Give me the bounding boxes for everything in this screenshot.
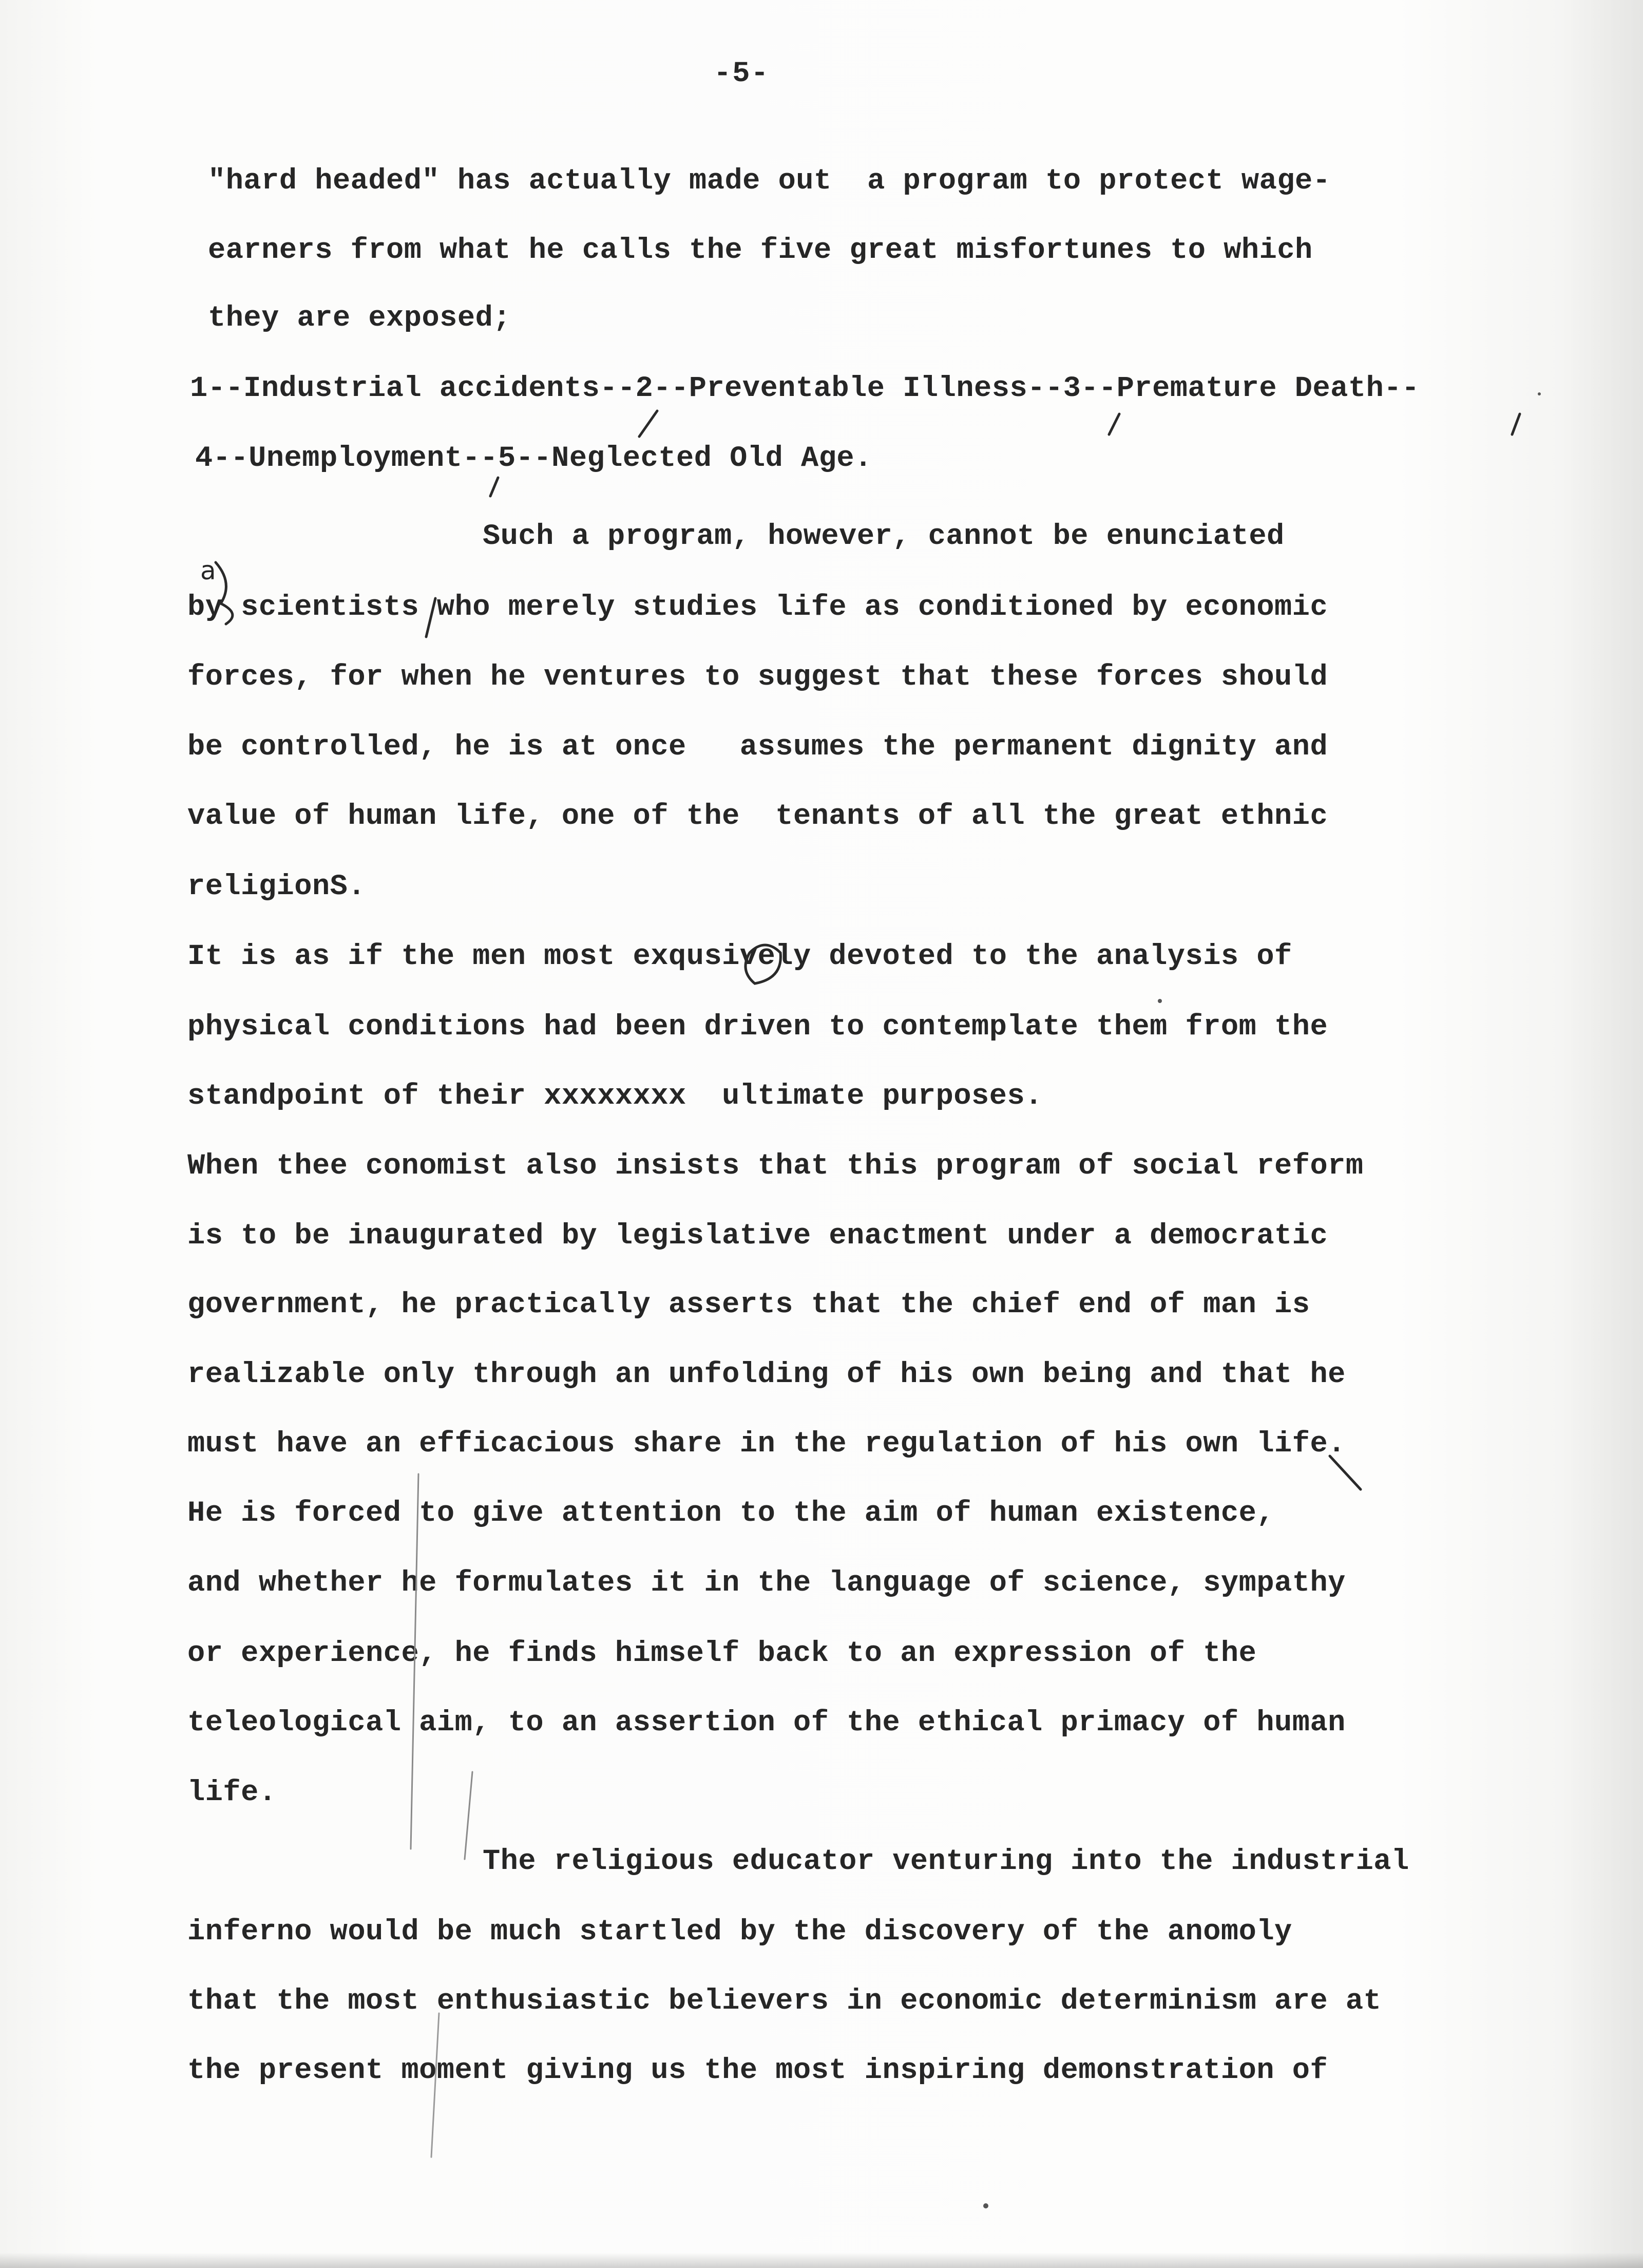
text-line: or experience, he finds himself back to an expression of the: [187, 1637, 1257, 1670]
paragraph-start-line: Such a program, however, cannot be enunciated: [483, 520, 1285, 553]
text-line: realizable only through an unfolding of his own being and that he: [187, 1358, 1346, 1391]
text-line: He is forced to give attention to the aim of human existence,: [187, 1497, 1275, 1530]
text-line: earners from what he calls the five great misfortunes to which: [208, 234, 1313, 267]
text-line: standpoint of their xxxxxxxx ultimate purposes.: [187, 1080, 1043, 1113]
paper-speck: [1158, 999, 1162, 1003]
text-line: "hard headed" has actually made out a program to protect wage-: [208, 165, 1331, 198]
paper-speck: [983, 2203, 988, 2208]
editing-slash-mark: [1109, 414, 1119, 434]
text-line: life.: [187, 1776, 277, 1809]
text-line: that the most enthusiastic believers in economic determinism are at: [187, 1985, 1382, 2018]
page-number: -5-: [714, 58, 770, 90]
text-line: teleological aim, to an assertion of the ethical primacy of human: [187, 1707, 1346, 1740]
text-line: the present moment giving us the most inspiring demonstration of: [187, 2054, 1328, 2087]
text-line: 4--Unemployment--5--Neglected Old Age.: [195, 442, 872, 475]
editing-slash-mark: [490, 478, 498, 496]
text-line: they are exposed;: [208, 302, 511, 335]
handwritten-insertion-a: a: [200, 556, 216, 585]
paragraph-start-line: The religious educator venturing into the industrial: [483, 1845, 1409, 1878]
text-line: 1--Industrial accidents--2--Preventable Illness--3--Premature Death--: [190, 372, 1420, 405]
text-line: and whether he formulates it in the language of science, sympathy: [187, 1567, 1346, 1600]
text-line: value of human life, one of the tenants of all the great ethnic: [187, 800, 1328, 833]
text-line: physical conditions had been driven to contemplate them from the: [187, 1011, 1328, 1044]
page-edge-shadow: [1561, 0, 1643, 2268]
text-line: religionS.: [187, 871, 366, 903]
paper-speck: [1538, 392, 1541, 395]
stray-pencil-mark: [465, 1772, 472, 1859]
text-line: It is as if the men most exqusively devoted to the analysis of: [187, 940, 1292, 973]
text-line: When thee conomist also insists that this program of social reform: [187, 1150, 1364, 1183]
editing-slash-mark: [1512, 414, 1520, 434]
text-line: inferno would be much startled by the discovery of the anomoly: [187, 1916, 1292, 1949]
text-line: must have an efficacious share in the regulation of his own life.: [187, 1428, 1346, 1461]
text-line: is to be inaugurated by legislative enactment under a democratic: [187, 1220, 1328, 1253]
text-line: be controlled, he is at once assumes the permanent dignity and: [187, 731, 1328, 764]
text-line: forces, for when he ventures to suggest that these forces should: [187, 661, 1328, 694]
text-line: by scientists who merely studies life as conditioned by economic: [187, 591, 1328, 624]
editing-slash-mark: [639, 411, 657, 437]
page-bottom-edge: [0, 2253, 1643, 2268]
text-line: government, he practically asserts that the chief end of man is: [187, 1289, 1310, 1321]
